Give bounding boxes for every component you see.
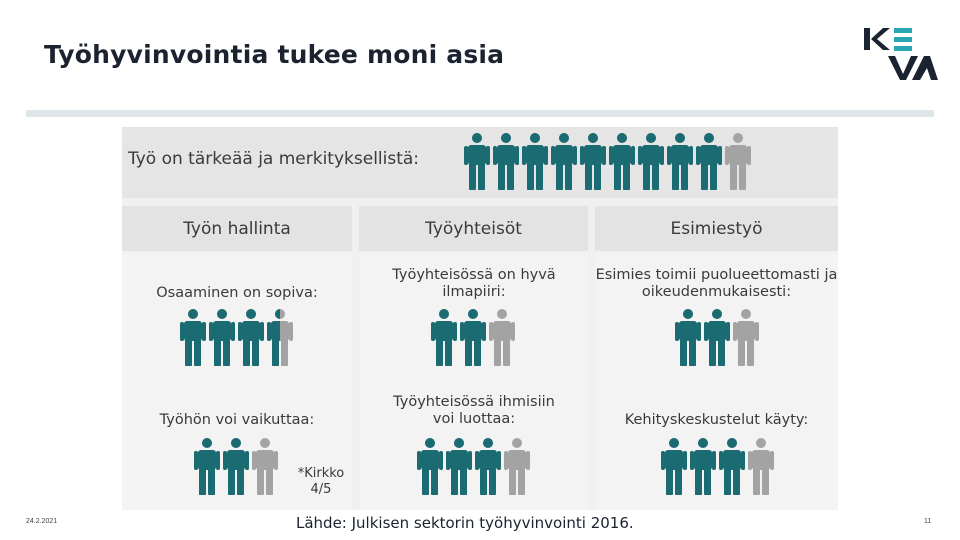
person-icon-filled [696, 133, 722, 190]
people-row [180, 309, 296, 366]
person-icon-filled [460, 309, 486, 366]
person-icon-filled [194, 438, 220, 495]
person-icon-filled [522, 133, 548, 190]
column-body-esimiestyo [595, 253, 838, 510]
person-icon-filled [431, 309, 457, 366]
person-icon-filled [493, 133, 519, 190]
person-icon-filled [417, 438, 443, 495]
slide-title: Työhyvinvointia tukee moni asia [44, 40, 505, 69]
infographic [122, 127, 838, 510]
item-label: Työhön voi vaikuttaa: [159, 412, 315, 428]
person-icon-empty [725, 133, 751, 190]
person-icon-filled [704, 309, 730, 366]
person-icon-filled [661, 438, 687, 495]
column-body-tyon-hallinta [122, 253, 352, 510]
person-icon-empty [733, 309, 759, 366]
person-icon-filled [180, 309, 206, 366]
person-icon-filled [267, 309, 293, 366]
person-icon-empty [489, 309, 515, 366]
page-number: 11 [924, 518, 932, 525]
top-question-label: Työ on tärkeää ja merkityksellistä: [128, 149, 420, 169]
person-icon-filled [675, 309, 701, 366]
people-row [675, 309, 762, 366]
item-label: Osaaminen on sopiva: [156, 285, 318, 301]
people-row [431, 309, 518, 366]
keva-logo [862, 26, 938, 84]
person-icon-filled [667, 133, 693, 190]
slide-date: 24.2.2021 [26, 518, 58, 525]
item-label: Esimies toimii puolueettomasti ja oikeudenmukaisesti: [595, 267, 838, 300]
person-icon-filled [223, 438, 249, 495]
person-icon-empty [748, 438, 774, 495]
person-icon-filled [580, 133, 606, 190]
person-icon-filled [238, 309, 264, 366]
column-header-esimiestyo: Esimiestyö [595, 206, 838, 251]
person-icon-empty [504, 438, 530, 495]
source-note: Lähde: Julkisen sektorin työhyvinvointi 2016. [296, 514, 634, 532]
person-icon-empty [252, 438, 278, 495]
person-icon-filled [551, 133, 577, 190]
top-people-row [464, 133, 754, 190]
people-row [661, 438, 777, 495]
person-icon-filled [609, 133, 635, 190]
people-row [194, 438, 281, 495]
person-icon-filled [638, 133, 664, 190]
column-header-tyoyhteisot: Työyhteisöt [359, 206, 588, 251]
column-body-tyoyhteisot [359, 253, 588, 510]
top-question-panel [122, 127, 838, 198]
church-note: *Kirkko 4/5 [297, 466, 345, 497]
person-icon-filled [719, 438, 745, 495]
item-label: Työyhteisössä ihmisiin voi luottaa: [393, 394, 555, 427]
person-icon-filled [209, 309, 235, 366]
person-icon-filled [446, 438, 472, 495]
item-label: Työyhteisössä on hyvä ilmapiiri: [392, 267, 556, 300]
title-divider [26, 110, 934, 117]
person-icon-filled [475, 438, 501, 495]
item-label: Kehityskeskustelut käyty: [624, 412, 809, 428]
column-header-tyon-hallinta: Työn hallinta [122, 206, 352, 251]
person-icon-filled [464, 133, 490, 190]
person-icon-filled [690, 438, 716, 495]
people-row [417, 438, 533, 495]
